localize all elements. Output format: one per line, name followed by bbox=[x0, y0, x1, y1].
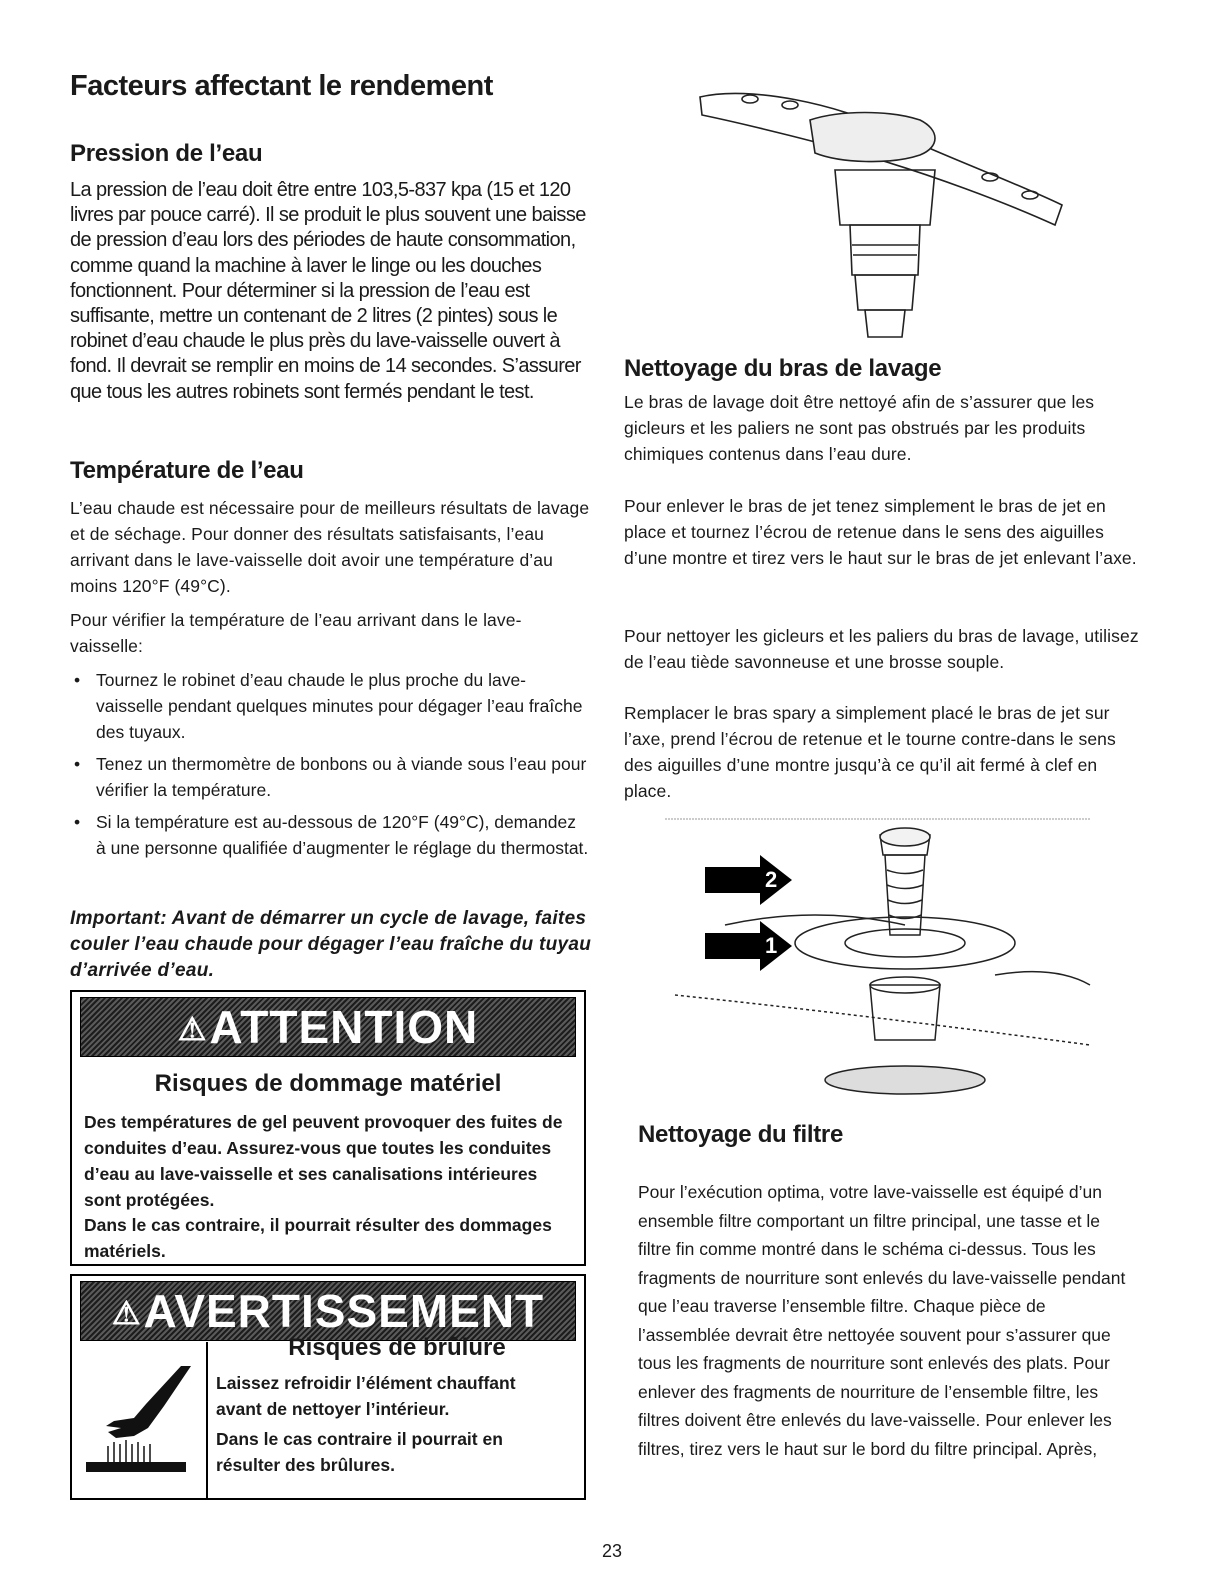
temperature-p2: Pour vérifier la température de l’eau arrivant dans le lave-vaisselle: bbox=[70, 610, 522, 656]
attention-banner bbox=[80, 997, 576, 1057]
filter-illustration bbox=[665, 815, 1095, 1105]
pression-text: La pression de l’eau doit être entre 103,5-837 kpa (15 et 120 livres par pouce carré). Il se produit le plus souvent une baisse de pression d’eau lors des périodes de haute consommation, comme quand la machine à laver le linge ou les douches fonctionnent. Pour déterminer si la pression de l’eau est suffisante, mettre un contenant de 2 litres (2 pintes) sous le robinet d’eau chaude le plus près du lave-vaisselle ouvert à fond. Il devrait se remplir en moins de 14 secondes. S’assurer que tous les autres robinets sont fermés pendant le test. bbox=[70, 179, 586, 403]
bras-p4: Remplacer le bras spary a simplement placé le bras de jet sur l’axe, prend l’écrou de retenue et le tourne contre-dans le sens des aiguilles d’une montre jusqu’à ce qu’il ait fermé à clef en place. bbox=[624, 703, 1116, 801]
bras-p1: Le bras de lavage doit être nettoyé afin de s’assurer que les gicleurs et les paliers ne sont pas obstrués par les produits chimiques contenus dans l’eau dure. bbox=[624, 392, 1095, 464]
avertissement-banner bbox=[80, 1281, 576, 1341]
attention-p2: Dans le cas contraire, il pourrait résulter des dommages matériels. bbox=[84, 1215, 552, 1261]
burn-hazard-icon bbox=[86, 1366, 196, 1476]
attention-p1: Des températures de gel peuvent provoquer des fuites de conduites d’eau. Assurez-vous que toutes les conduites d’eau au lave-vaisselle et ses canalisations intérieures sont protégées. bbox=[84, 1112, 563, 1210]
avertissement-banner-label: AVERTISSEMENT bbox=[143, 1285, 545, 1337]
list-item: • Si la température est au-dessous de 120°F (49°C), demandez à une personne qualifiée d’augmenter le réglage du thermostat. bbox=[70, 809, 590, 861]
avertissement-title: Risques de brûlure bbox=[288, 1334, 506, 1361]
pression-heading: Pression de l’eau bbox=[70, 140, 263, 167]
list-item: • Tenez un thermomètre de bonbons ou à viande sous l’eau pour vérifier la température. bbox=[70, 751, 590, 803]
bras-p3: Pour nettoyer les gicleurs et les paliers du bras de lavage, utilisez de l’eau tiède savonneuse et une brosse souple. bbox=[624, 626, 1139, 672]
arrow-1-label: 1 bbox=[765, 933, 778, 958]
temperature-bullets bbox=[70, 667, 590, 867]
attention-box bbox=[70, 990, 586, 1266]
important-note: Important: Avant de démarrer un cycle de lavage, faites couler l’eau chaude pour dégager l’eau fraîche du tuyau d’arrivée d’eau. bbox=[70, 908, 592, 981]
temperature-p1: L’eau chaude est nécessaire pour de meilleurs résultats de lavage et de séchage. Pour donner des résultats satisfaisants, l’eau arrivant dans le lave-vaisselle doit avoir une température d’au moins 120°F (49°C). bbox=[70, 498, 590, 596]
avertissement-p2: Dans le cas contraire il pourrait en résulter des brûlures. bbox=[216, 1429, 503, 1475]
attention-title: Risques de dommage matériel bbox=[154, 1070, 502, 1097]
warning-triangle-icon: ⚠ bbox=[177, 1011, 208, 1047]
arrow-1-marker bbox=[705, 921, 792, 971]
spray-arm-illustration bbox=[690, 75, 1070, 340]
filtre-p1: Pour l’exécution optima, votre lave-vaisselle est équipé d’un ensemble filtre comportant un filtre principal, une tasse et le filtre fin comme montré dans le schéma ci-dessus. Tous les fragments de nourriture sont enlevés du lave-vaisselle pendant que l’eau traverse l’ensemble filtre. Chaque pièce de l’assemblée devrait être nettoyée souvent pour s’assurer que tous les fragments de nourriture sont enlevés des plats. Pour enlever des fragments de nourriture de l’ensemble filtre, les filtres doivent être enlevés du lave-vaisselle. Pour enlever les filtres, tirez vers le haut sur le bord du filtre principal. Après, bbox=[638, 1182, 1126, 1459]
attention-banner-label: ATTENTION bbox=[209, 1001, 479, 1053]
divider bbox=[206, 1342, 208, 1498]
warning-triangle-icon: ⚠ bbox=[111, 1295, 142, 1331]
avertissement-box bbox=[70, 1274, 586, 1500]
arrow-2-marker bbox=[705, 855, 792, 905]
avertissement-p1: Laissez refroidir l’élément chauffant avant de nettoyer l’intérieur. bbox=[216, 1373, 516, 1419]
page-number: 23 bbox=[601, 1541, 623, 1561]
filtre-heading: Nettoyage du filtre bbox=[638, 1121, 843, 1148]
list-item: • Tournez le robinet d’eau chaude le plus proche du lave-vaisselle pendant quelques minutes pour dégager l’eau fraîche des tuyaux. bbox=[70, 667, 590, 745]
page-title: Facteurs affectant le rendement bbox=[70, 70, 493, 102]
bras-p2: Pour enlever le bras de jet tenez simplement le bras de jet en place et tournez l’écrou de retenue dans le sens des aiguilles d’une montre et tirez vers le haut sur le bras de jet enlevant l’axe. bbox=[624, 496, 1137, 568]
temperature-heading: Température de l’eau bbox=[70, 457, 304, 484]
arrow-2-label: 2 bbox=[765, 867, 778, 892]
bras-heading: Nettoyage du bras de lavage bbox=[624, 355, 942, 382]
